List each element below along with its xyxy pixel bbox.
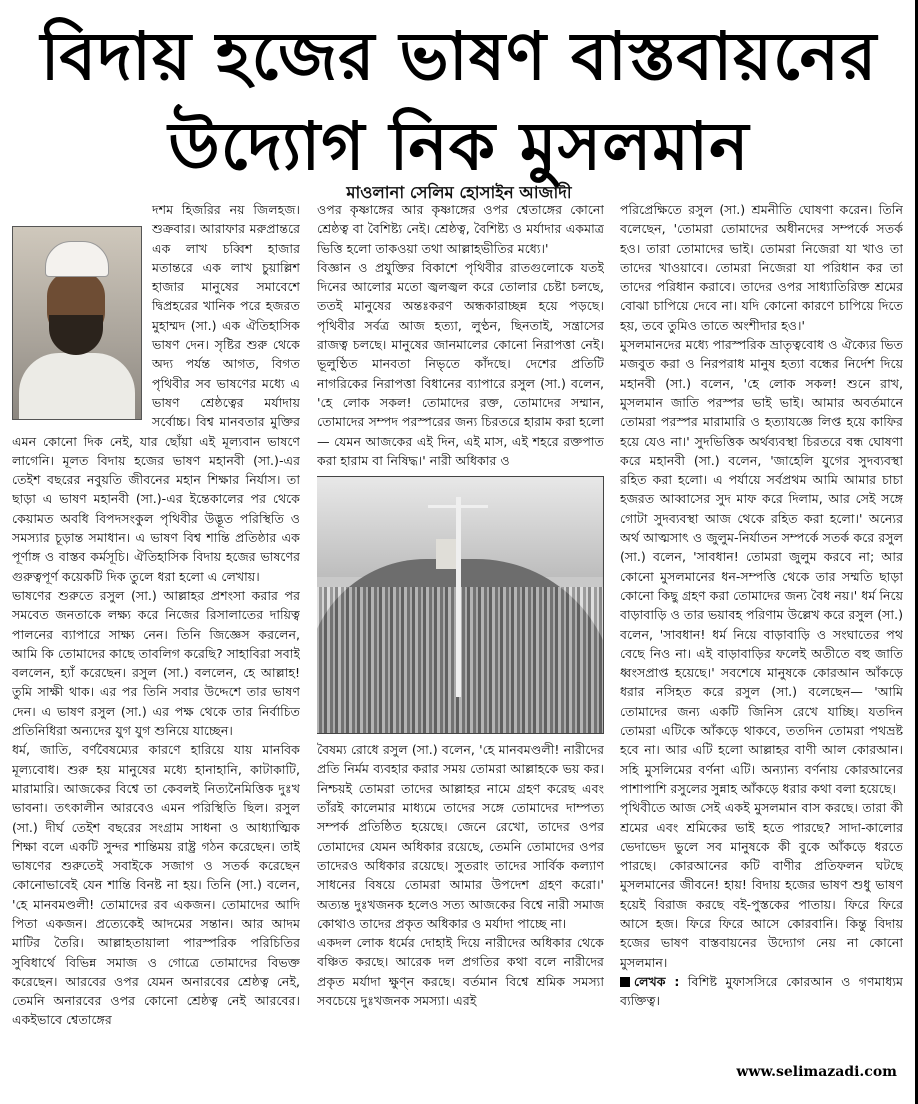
article-paragraph: একদল লোক ধর্মের দোহাই দিয়ে নারীদের অধিকার থেকে বঞ্চিত করছে। আরেক দল প্রগতির কথা বলে নারীদের প্রকৃত মর্যাদা ক্ষুণ্ন করছে। বর্তমান বিশ্বে শ্রমিক সমস্যা সবচেয়ে দুঃখজনক সমস্যা। এরই — [317, 935, 604, 1009]
article-paragraph: ওপর কৃষ্ণাঙ্গের আর কৃষ্ণাঙ্গের ওপর শ্বেতাঙ্গের কোনো শ্রেষ্ঠত্ব বা বৈশিষ্ট্য নেই। শ্রেষ্ঠত্ব, বৈশিষ্ট্য ও মর্যাদার একমাত্র ভিত্তি হলো তাকওয়া তথা আল্লাহভীতির মধ্যে।' — [317, 202, 604, 256]
headline-line-2: উদ্যোগ নিক মুসলমান — [168, 108, 750, 185]
article-paragraph: ধর্ম, জাতি, বর্ণবৈষম্যের কারণে হারিয়ে যায় মানবিক মূল্যবোধ। শুরু হয় মানুষের মধ্যে হানাহানি, কাটাকাটি, মারামারি। আজকের বিশ্বে তা কেবলই নিত্যনৈমিত্তিক দুঃখ ভাবনা। তৎকালীন আরবেও এমন পরিস্থিতি ছিল। রসুল (সা.) দীর্ঘ তেইশ বছরের সংগ্রাম সাধনা ও আধ্যাত্মিক শিক্ষা বলে একটি সুন্দর শান্তিময় রাষ্ট্র গঠন করেছেন। তাই ভাষণের শুরুতেই সবাইকে সজাগ ও সতর্ক করেছেন কোনোভাবেই যেন শান্তি বিনষ্ট না হয়। তিনি (সা.) বলেন, 'হে মানবমণ্ডলী! তোমাদের রব একজন। তোমাদের আদি পিতা একজন। প্রত্যেকেই আদমের সন্তান। আর আদম মাটির তৈরি। আল্লাহতায়ালা পারস্পরিক পরিচিতির সুবিধার্থে বিভিন্ন সমাজ ও গোত্রে তোমাদের বিভক্ত করেছেন। আরবের ওপর যেমন অনারবের শ্রেষ্ঠত্ব নেই, তেমনি অনারবের ওপর কোনো শ্রেষ্ঠত্ব নেই আরবের। একইভাবে শ্বেতাঙ্গের — [12, 742, 300, 1028]
article-paragraph: বৈষম্য রোধে রসুল (সা.) বলেন, 'হে মানবমণ্ডলী! নারীদের প্রতি নির্মম ব্যবহার করার সময় তোমরা আল্লাহকে ভয় কর। নিশ্চয়ই তোমরা তাদের আল্লাহর নামে গ্রহণ করেছ এবং তাঁরই কালেমার মাধ্যমে তাদের সঙ্গে তোমাদের দাম্পত্য সম্পর্ক প্রতিষ্ঠিত হয়েছে। জেনে রেখো, তাদের ওপর তোমাদের যেমন অধিকার রয়েছে, তেমনি তোমাদের ওপর তাদেরও অধিকার রয়েছে। সুতরাং তাদের সার্বিক কল্যাণ সাধনের বিষয়ে তোমরা আমার উপদেশ গ্রহণ করো।' অত্যন্ত দুঃখজনক হলেও সত্য আজকের বিশ্বে নারী সমাজ কোথাও তাদের প্রকৃত অধিকার ও মর্যাদা পাচ্ছে না। — [317, 742, 604, 931]
author-note-text: বিশিষ্ট মুফাসসিরে কোরআন ও গণমাধ্যম ব্যক্তিত্ব। — [620, 973, 903, 1009]
author-portrait — [12, 226, 142, 420]
author-note — [620, 972, 903, 1011]
article-paragraph: বিজ্ঞান ও প্রযুক্তির বিকাশে পৃথিবীর রাতগুলোকে যতই দিনের আলোর মতো জ্বলজ্বল করে তোলার চেষ্টা চলছে, ততই মানুষের অন্তঃকরণ অন্ধকারাচ্ছন্ন হয়ে পড়ছে। পৃথিবীর সর্বত্র আজ হত্যা, লুণ্ঠন, ছিনতাই, সন্ত্রাসের রাজত্ব চলছে। মানুষের জানমালের কোনো নিরাপত্তা নেই। ভূলুণ্ঠিত মানবতা নিভৃতে কাঁদছে। দেশের প্রতিটি নাগরিকের নিরাপত্তা বিধানের ব্যাপারে রসুল (সা.) বলেন, 'হে লোক সকল! তোমাদের রক্ত, তোমাদের সম্মান, তোমাদের সম্পদ পরস্পরের জন্য চিরতরে হারাম করা হলো— যেমন আজকের এই দিন, এই মাস, এই শহরে রক্তপাত করা হারাম বা নিষিদ্ধ।' নারী অধিকার ও — [317, 259, 604, 468]
article-paragraph: পৃথিবীতে আজ সেই একই মুসলমান বাস করছে। তারা কী শ্রমের এবং শ্রমিকের ভাই হতে পারছে? সাদা-কালোর ভেদাভেদ ভুলে সব মানুষকে কী বুকে আঁকড়ে ধরতে পারছে। কোরআনের কটি বাণীর প্রতিফলন ঘটছে মুসলমানের জীবনে! হায়! বিদায় হজের ভাষণ শুধু ভাষণ হয়েই বিরাজ করছে বই-পুস্তকের পাতায়। ফিরে ফিরে আসে হজ। ফিরে ফিরে আসে কোরবানি। কিন্তু বিদায় হজের ভাষণ বাস্তবায়নের উদ্যোগ নেয় না কোনো মুসলমান। — [620, 800, 903, 970]
article-paragraph: ভাষণের শুরুতে রসুল (সা.) আল্লাহর প্রশংসা করার পর সমবেত জনতাকে লক্ষ্য করে নিজের রিসালাতের দায়িত্ব পালনের ব্যাপারে সাক্ষ্য নেন। তিনি জিজ্ঞেস করলেন, আমি কি তোমাদের কাছে তাবলিগ করেছি? সাহাবিরা সবাই বললেন, হ্যাঁ করেছেন। রসুল (সা.) বললেন, হে আল্লাহ! তুমি সাক্ষী থাক। এর পর তিনি সবার উদ্দেশে তার ভাষণ দেন। এ ভাষণ রসুল (সা.) এর পক্ষ থেকে তার নির্বাচিত প্রতিনিধিরা অন্যদের যুগ যুগ শুনিয়ে যাচ্ছেন। — [12, 587, 300, 739]
column-3 — [620, 200, 903, 1088]
website-link[interactable]: www.selimazadi.com — [736, 1064, 897, 1080]
column-1 — [12, 200, 300, 1088]
author-note-label: লেখক : — [634, 973, 680, 989]
article-paragraph: দশম হিজরির নয় জিলহজ। শুক্রবার। আরাফার মরুপ্রান্তরে এক লাখ চব্বিশ হাজার মতান্তরে এক লাখ চুয়াল্লিশ হাজার মানুষের সমাবেশে দ্বিপ্রহরের খানিক পরে হজরত মুহাম্মদ (সা.) এক ঐতিহাসিক ভাষণ দেন। সৃষ্টির শুরু থেকে অদ্য পর্যন্ত আগত, বিগত পৃথিবীর সব ভাষণের মধ্যে এ ভাষণ শ্রেষ্ঠত্বের মর্যাদায় সর্বোচ্চ। বিশ্ব মানবতার মুক্তির এমন কোনো দিক নেই, যার ছোঁয়া এই মূল্যবান ভাষণে লাগেনি। মূলত বিদায় হজের ভাষণ মহানবী (সা.)-এর তেইশ বছরের নবুয়তি জীবনের মহান শিক্ষার নির্যাস। তা ছাড়া এ ভাষণ মহানবী (সা.)-এর ইন্তেকালের পর থেকে কেয়ামত অবধি বিপদসংকুল পৃথিবীর উদ্ভূত পরিস্থিতি ও সমস্যার চূড়ান্ত সমাধান। এ ভাষণ বিশ্ব শান্তি প্রতিষ্ঠার এক পূর্ণাঙ্গ ও বাস্তব কর্মসূচি। ঐতিহাসিক বিদায় হজের ভাষণের গুরুত্বপূর্ণ কয়েকটি দিক তুলে ধরা হলো এ লেখায়। — [12, 202, 300, 584]
article-paragraph: মুসলমানদের মধ্যে পারস্পরিক ভ্রাতৃত্ববোধ ও ঐক্যের ভিত মজবুত করা ও নিরপরাধ মানুষ হত্যা বন্ধের নির্দেশ দিয়ে মহানবী (সা.) বলেন, 'হে লোক সকল! শুনে রাখ, মুসলমান জাতি পরস্পর ভাই ভাই। আমার অবর্তমানে তোমরা পরস্পর মারামারি ও হত্যাযজ্ঞে লিপ্ত হয়ে কাফির হয়ে যেও না।' সুদভিত্তিক অর্থব্যবস্থা চিরতরে বন্ধ ঘোষণা করে মহানবী (সা.) বলেন, 'জাহেলি যুগের সুদব্যবস্থা রহিত করা হলো। এ পর্যায়ে সর্বপ্রথম আমি আমার চাচা হজরত আব্বাসের সুদ মাফ করে দিলাম, আর সেই সঙ্গে গোটা সুদব্যবস্থা আজ থেকে রহিত করা হলো।' অন্যের অর্থ আত্মসাৎ ও জুলুম-নির্যাতন সম্পর্কে সতর্ক করে রসুল (সা.) বলেন, 'সাবধান! তোমরা জুলুম করবে না; আর কোনো মুসলমানের ধন-সম্পত্তি থেকে তার সম্মতি ছাড়া কোনো কিছু গ্রহণ করা তোমাদের জন্য বৈধ নয়।' ধর্ম নিয়ে বাড়াবাড়ি ও তার ভয়াবহ পরিণাম উল্লেখ করে রসুল (সা.) বলেন, 'সাবধান! ধর্ম নিয়ে বাড়াবাড়ি ও সংঘাতের পথ বেছে নিও না। এই বাড়াবাড়ির ফলেই অতীতে বহু জাতি ধ্বংসপ্রাপ্ত হয়েছে।' সবশেষে মানুষকে কোরআন আঁকড়ে ধরার নসিহত করে রসুল (সা.) বলেছেন— 'আমি তোমাদের জন্য একটি জিনিস রেখে যাচ্ছি। যতদিন তোমরা এটিকে আঁকড়ে থাকবে, ততদিন তোমরা পথভ্রষ্ট হবে না। আর এটি হলো আল্লাহর বাণী আল কোরআন। সহি মুসলিমের বর্ণনা এটি। অন্যান্য বর্ণনায় কোরআনের পাশাপাশি রসুলের সুন্নাহ আঁকড়ে ধরার কথা বলা হয়েছে। — [620, 337, 903, 796]
byline: মাওলানা সেলিম হোসাইন আজাদী — [346, 183, 572, 202]
article-paragraph: পরিপ্রেক্ষিতে রসুল (সা.) শ্রমনীতি ঘোষণা করেন। তিনি বলেছেন, 'তোমরা তোমাদের অধীনদের সম্পর্কে সতর্ক হও। তারা তোমাদের ভাই। তোমরা নিজেরা যা খাও তা তাদের খাওয়াবে। তোমরা নিজেরা যা পরিধান কর তা তাদের পরিধান করাবে। তাদের ওপর সাধ্যাতিরিক্ত শ্রমের বোঝা চাপিয়ে দেবে না। যদি কোনো কারণে চাপিয়ে দিতে হয়, তবে তুমিও তাতে অংশীদার হও।' — [620, 202, 903, 333]
arafat-gathering-photo — [317, 476, 604, 734]
column-2 — [317, 200, 604, 1088]
headline-line-1: বিদায় হজের ভাষণ বাস্তবায়নের — [40, 18, 878, 95]
square-bullet-icon — [620, 977, 630, 987]
